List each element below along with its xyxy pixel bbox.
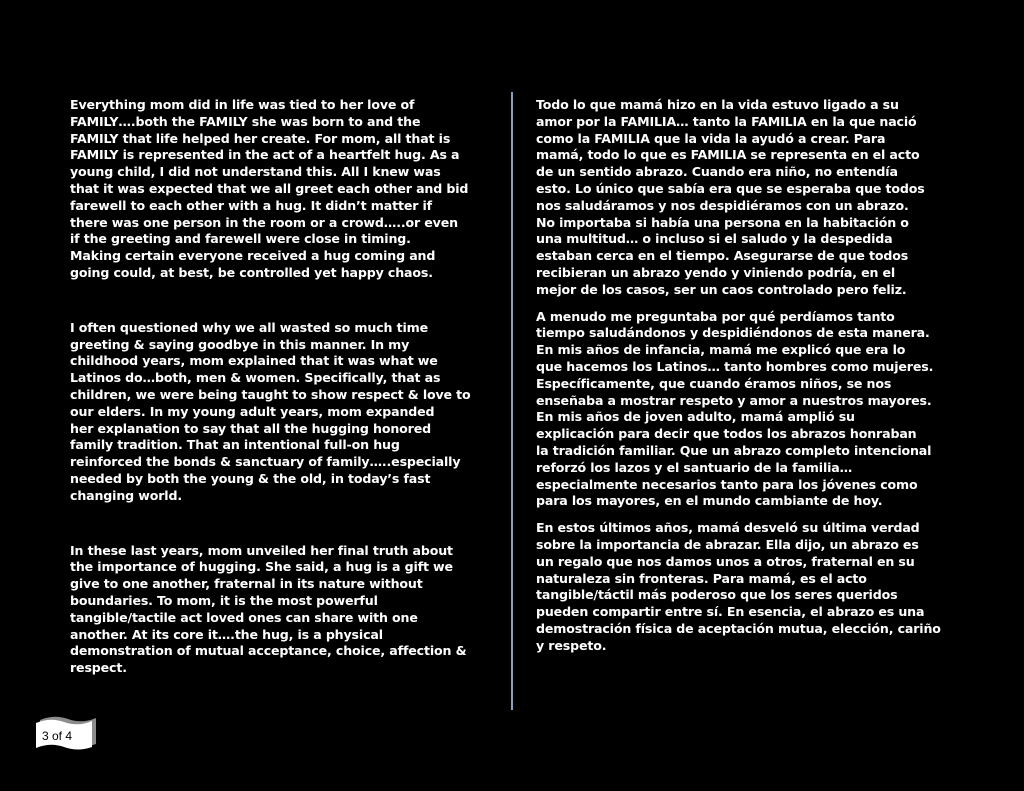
column-divider [511, 92, 513, 710]
spanish-paragraph-1: Todo lo que mamá hizo en la vida estuvo ligado a su amor por la FAMILIA… tanto la FAMILIA en la que nació como la FAMILIA que la vida la ayudó a crear. Para mamá, todo lo que es FAMILIA se representa en el acto de un sentido abrazo. Cuando era niño, no entendía esto. Lo único que sabía era que se esperaba que todos nos saludáramos y nos despidiéramos con un abrazo. No importaba si había una persona en la habitación o una multitud… o incluso si el saludo y la despedida estaban cerca en el tiempo. Asegurarse de que todos recibieran un abrazo yendo y viniendo podría, en el mejor de los casos, ser un caos controlado pero feliz. [536, 97, 925, 297]
page-indicator [34, 714, 98, 752]
page-number-label: 3 of 4 [42, 729, 73, 743]
english-paragraph-3: In these last years, mom unveiled her final truth about the importance of hugging. She said, a hug is a gift we give to one another, fraternal in its nature without boundaries. To mom, it is the most powerful tangible/tactile act loved ones can share with one another. At its core it….the hug, is a physical demonstration of mutual acceptance, choice, affection & respect. [70, 542, 467, 676]
english-column [70, 97, 500, 677]
spanish-paragraph-3: En estos últimos años, mamá desveló su última verdad sobre la importancia de abrazar. Ella dijo, un abrazo es un regalo que nos damos unos a otros, fraternal en su naturaleza sin fronteras. Para mamá, es el acto tangible/táctil más poderoso que los seres queridos pueden compartir entre sí. En esencia, el abrazo es una demostración física de aceptación mutua, elección, cariño y respeto. [536, 520, 941, 653]
spanish-column [536, 97, 966, 655]
english-paragraph-1: Everything mom did in life was tied to her love of FAMILY….both the FAMILY she was born to and the FAMILY that life helped her create. For mom, all that is FAMILY is represented in the act of a heartfelt hug. As a young child, I did not understand this. All I knew was that it was expected that we all greet each other and bid farewell to each other with a hug. It didn’t matter if there was one person in the room or a crowd…..or even if the greeting and farewell were close in timing. Making certain everyone received a hug coming and going could, at best, be controlled yet happy chaos. [70, 97, 469, 280]
english-paragraph-2: I often questioned why we all wasted so much time greeting & saying goodbye in this manner. In my childhood years, mom explained that it was what we Latinos do…both, men & women. Specifically, that as children, we were being taught to show respect & love to our elders. In my young adult years, mom expanded her explanation to say that all the hugging honored family tradition. That an intentional full-on hug reinforced the bonds & sanctuary of family…..especially needed by both the young & the old, in today’s fast changing world. [70, 319, 471, 503]
spanish-paragraph-2: A menudo me preguntaba por qué perdíamos tanto tiempo saludándonos y despidiéndonos de esta manera. En mis años de infancia, mamá me explicó que era lo que hacemos los Latinos… tanto hombres como mujeres. Específicamente, que cuando éramos niños, se nos enseñaba a mostrar respeto y amor a nuestros mayores. En mis años de joven adulto, mamá amplió su explicación para decir que todos los abrazos honraban la tradición familiar. Que un abrazo completo intencional reforzó los lazos y el santuario de la familia… especialmente necesarios tanto para los jóvenes como para los mayores, en el mundo cambiante de hoy. [536, 308, 934, 509]
